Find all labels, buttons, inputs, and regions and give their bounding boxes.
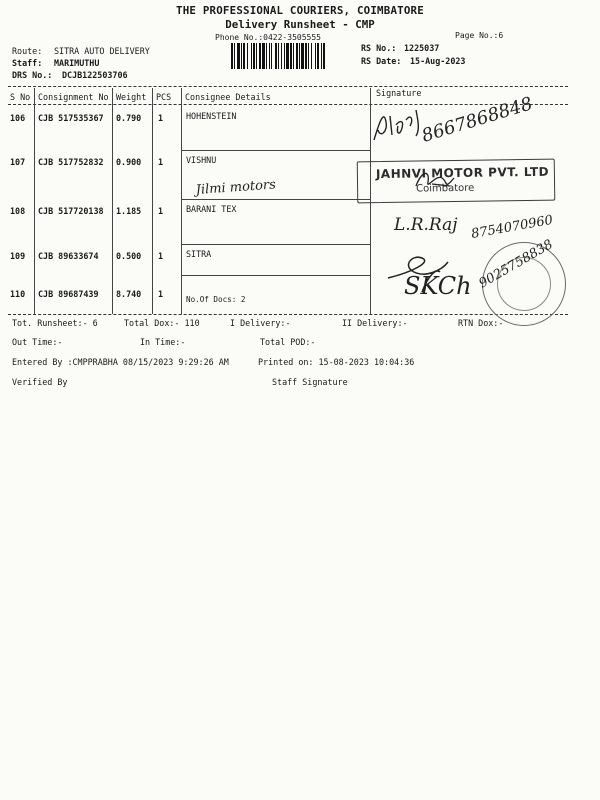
cell-sno: 106 bbox=[10, 113, 26, 123]
svg-text:L.R.Raj: L.R.Raj bbox=[394, 215, 458, 235]
cell-weight: 1.185 bbox=[116, 206, 142, 216]
rs-no-value: 1225037 bbox=[404, 43, 440, 53]
row-separator bbox=[181, 244, 370, 245]
cell-consignee: HOHENSTEIN bbox=[186, 111, 237, 121]
no-of-docs: No.Of Docs: 2 bbox=[186, 295, 246, 304]
staff-signature-label: Staff Signature bbox=[272, 377, 348, 387]
route-value: SITRA AUTO DELIVERY bbox=[54, 46, 150, 56]
round-seal-inner bbox=[497, 257, 551, 311]
staff-label: Staff: bbox=[12, 58, 43, 68]
column-divider bbox=[152, 88, 153, 314]
cell-weight: 0.500 bbox=[116, 251, 142, 261]
document-title: Delivery Runsheet - CMP bbox=[225, 18, 375, 31]
cell-sno: 110 bbox=[10, 289, 26, 299]
svg-text:8754070960: 8754070960 bbox=[470, 212, 555, 242]
cell-consignment: CJB 517752832 bbox=[38, 157, 104, 167]
row-separator bbox=[181, 199, 370, 200]
company-stamp bbox=[357, 159, 556, 204]
column-divider bbox=[112, 88, 113, 314]
stamp-city: Coimbatore bbox=[416, 182, 475, 195]
printed-on: Printed on: 15-08-2023 10:04:36 bbox=[258, 357, 415, 367]
cell-consignee: SITRA bbox=[186, 249, 212, 259]
cell-consignment: CJB 89687439 bbox=[38, 289, 99, 299]
page-number: Page No.:6 bbox=[455, 31, 504, 40]
drs-value: DCJB122503706 bbox=[62, 70, 128, 80]
svg-text:9025758838: 9025758838 bbox=[476, 237, 556, 292]
header-pcs: PCS bbox=[156, 92, 172, 102]
cell-weight: 0.900 bbox=[116, 157, 142, 167]
cell-sno: 108 bbox=[10, 206, 26, 216]
verified-by: Verified By bbox=[12, 377, 68, 387]
cell-consignment: CJB 517720138 bbox=[38, 206, 104, 216]
cell-consignment: CJB 517535367 bbox=[38, 113, 104, 123]
svg-text:Jilmi motors: Jilmi motors bbox=[195, 177, 277, 198]
rs-no-label: RS No.: bbox=[361, 43, 397, 53]
cell-pcs: 1 bbox=[158, 251, 164, 261]
rtn-dox: RTN Dox:- bbox=[458, 318, 504, 328]
out-time: Out Time:- bbox=[12, 337, 63, 347]
round-seal bbox=[482, 242, 566, 326]
cell-pcs: 1 bbox=[158, 113, 164, 123]
entered-by: Entered By :CMPPRABHA 08/15/2023 9:29:26 AM bbox=[12, 357, 229, 367]
header-weight: Weight bbox=[116, 92, 147, 102]
table-top-rule bbox=[8, 86, 568, 87]
cell-pcs: 1 bbox=[158, 289, 164, 299]
phone-number: Phone No.:0422-3505555 bbox=[215, 33, 321, 42]
staff-value: MARIMUTHU bbox=[54, 58, 100, 68]
table-header-rule bbox=[8, 104, 568, 105]
svg-text:SKCh: SKCh bbox=[404, 272, 472, 300]
cell-sno: 107 bbox=[10, 157, 26, 167]
cell-consignee: BARANI TEX bbox=[186, 204, 237, 214]
total-pod: Total POD:- bbox=[260, 337, 316, 347]
total-runsheet: Tot. Runsheet:- 6 bbox=[12, 318, 98, 328]
i-delivery: I Delivery:- bbox=[230, 318, 291, 328]
cell-consignee: VISHNU bbox=[186, 155, 217, 165]
route-label: Route: bbox=[12, 46, 43, 56]
ii-delivery: II Delivery:- bbox=[342, 318, 408, 328]
row-separator bbox=[181, 150, 370, 151]
in-time: In Time:- bbox=[140, 337, 186, 347]
stamp-company-name: JAHNVI MOTOR PVT. LTD bbox=[375, 164, 550, 182]
cell-weight: 8.740 bbox=[116, 289, 142, 299]
cell-consignment: CJB 89633674 bbox=[38, 251, 99, 261]
header-signature: Signature bbox=[376, 88, 422, 98]
total-dox: Total Dox:- 110 bbox=[124, 318, 200, 328]
header-consignment: Consignment No bbox=[38, 92, 109, 102]
header-consignee: Consignee Details bbox=[185, 92, 271, 102]
rs-date-value: 15-Aug-2023 bbox=[410, 56, 466, 66]
barcode bbox=[231, 43, 355, 69]
rs-date-label: RS Date: bbox=[361, 56, 402, 66]
header-sno: S No bbox=[10, 92, 31, 102]
handwritten-phone-106: 8667868848 bbox=[419, 93, 535, 147]
cell-weight: 0.790 bbox=[116, 113, 142, 123]
cell-pcs: 1 bbox=[158, 206, 164, 216]
cell-pcs: 1 bbox=[158, 157, 164, 167]
table-bottom-rule bbox=[8, 314, 568, 315]
column-divider bbox=[34, 88, 35, 314]
column-divider bbox=[181, 88, 182, 314]
company-name: THE PROFESSIONAL COURIERS, COIMBATORE bbox=[176, 4, 424, 17]
signature-row-108 bbox=[392, 200, 582, 250]
cell-sno: 109 bbox=[10, 251, 26, 261]
row-separator bbox=[181, 275, 370, 276]
drs-label: DRS No.: bbox=[12, 70, 53, 80]
